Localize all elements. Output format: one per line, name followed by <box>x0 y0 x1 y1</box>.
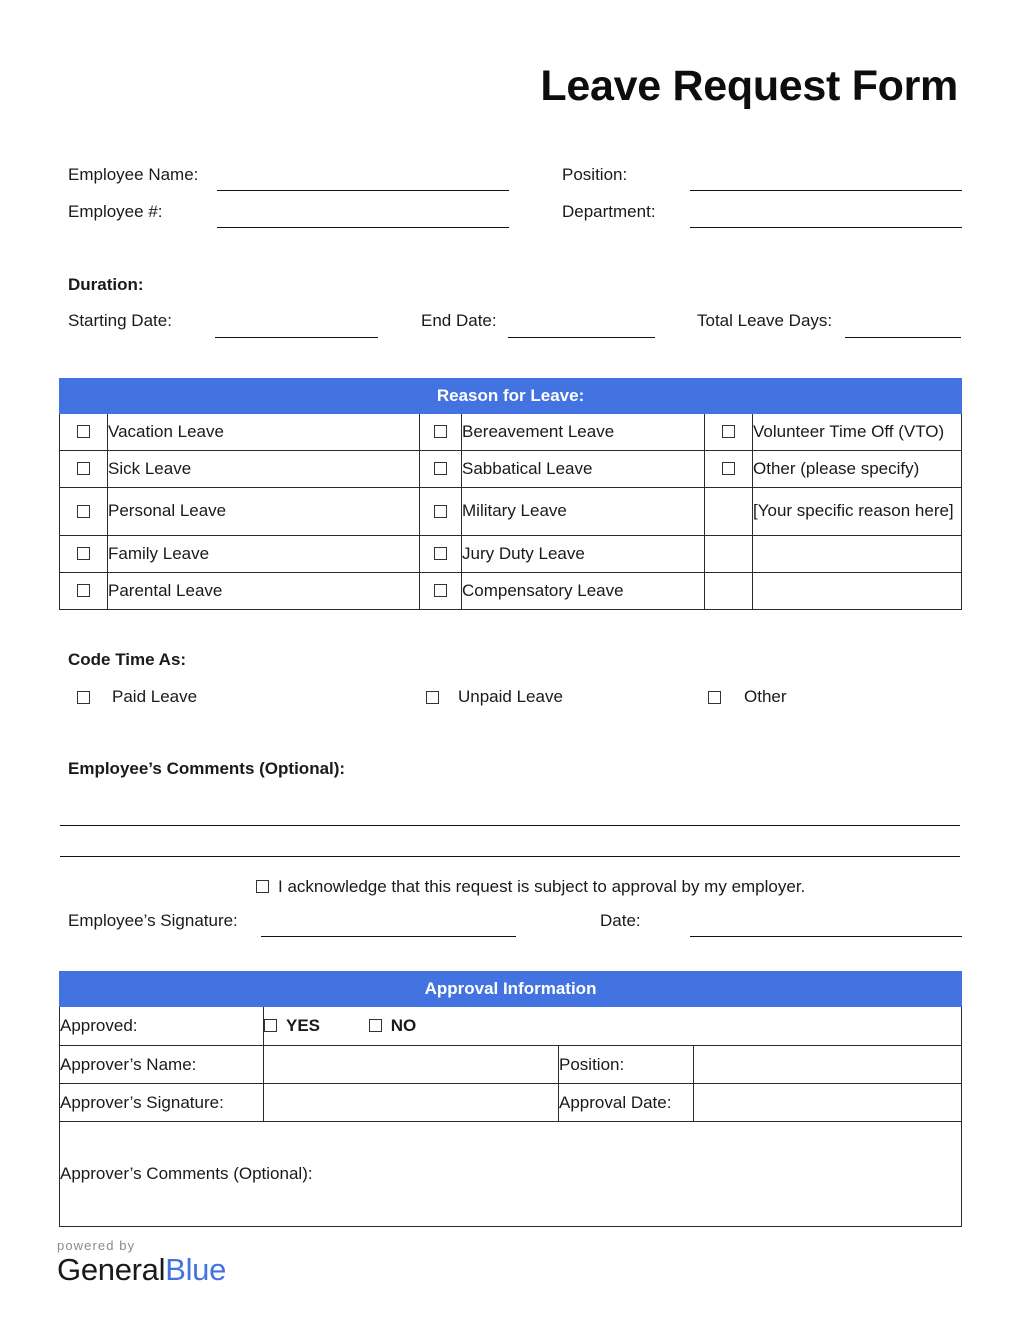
checkbox-code-other[interactable] <box>708 691 721 704</box>
approver-name-label-cell: Approver’s Name: <box>60 1046 264 1084</box>
logo-text-general: General <box>57 1252 166 1287</box>
department-input-rule[interactable] <box>690 227 962 228</box>
duration-heading: Duration: <box>68 275 144 294</box>
approver-comments-label: Approver’s Comments (Optional): <box>60 1164 313 1183</box>
employee-comments-line-2[interactable] <box>60 856 960 857</box>
leave-reason-label: Jury Duty Leave <box>462 536 705 573</box>
approved-yes-label: YES <box>286 1016 321 1035</box>
checkbox-leave-reason[interactable] <box>434 584 447 597</box>
code-time-option-label-0: Paid Leave <box>112 687 198 706</box>
approval-information-header: Approval Information <box>60 972 962 1007</box>
employee-signature-input-rule[interactable] <box>261 936 516 937</box>
checkbox-leave-reason[interactable] <box>434 425 447 438</box>
checkbox-cell <box>705 488 753 536</box>
leave-reason-label: Vacation Leave <box>108 414 420 451</box>
checkbox-leave-reason[interactable] <box>722 462 735 475</box>
approved-label-cell: Approved: <box>60 1007 264 1046</box>
approval-information-table <box>59 971 962 1227</box>
checkbox-cell[interactable] <box>420 573 462 610</box>
checkbox-leave-reason[interactable] <box>722 425 735 438</box>
checkbox-cell[interactable] <box>60 451 108 488</box>
checkbox-leave-reason[interactable] <box>434 462 447 475</box>
approved-no-label: NO <box>390 1016 417 1035</box>
position-input-rule[interactable] <box>690 190 962 191</box>
checkbox-leave-reason[interactable] <box>77 462 90 475</box>
approved-yes-option[interactable] <box>264 1016 320 1036</box>
logo-text-blue: Blue <box>165 1252 227 1287</box>
leave-reason-label: Military Leave <box>462 488 705 536</box>
leave-reason-label: Parental Leave <box>108 573 420 610</box>
acknowledgment-text: I acknowledge that this request is subject to approval by my employer. <box>278 877 806 896</box>
checkbox-leave-reason[interactable] <box>77 584 90 597</box>
end-date-input-rule[interactable] <box>508 337 655 338</box>
starting-date-label: Starting Date: <box>68 311 172 330</box>
leave-reason-label: Bereavement Leave <box>462 414 705 451</box>
employee-name-input-rule[interactable] <box>217 190 509 191</box>
approver-signature-label-cell: Approver’s Signature: <box>60 1084 264 1122</box>
checkbox-cell[interactable] <box>420 536 462 573</box>
code-time-as-heading: Code Time As: <box>68 650 187 669</box>
approver-name-value-cell[interactable] <box>264 1046 559 1084</box>
checkbox-leave-reason[interactable] <box>77 505 90 518</box>
checkbox-cell <box>705 573 753 610</box>
checkbox-cell[interactable] <box>705 414 753 451</box>
checkbox-paid-leave[interactable] <box>77 691 90 704</box>
leave-reason-label: Volunteer Time Off (VTO) <box>753 414 962 451</box>
generalblue-logo <box>57 1254 226 1285</box>
total-leave-days-label: Total Leave Days: <box>697 311 833 330</box>
signature-date-input-rule[interactable] <box>690 936 962 937</box>
employee-number-input-rule[interactable] <box>217 227 509 228</box>
reason-for-leave-table <box>59 378 962 610</box>
approver-comments-cell[interactable] <box>60 1122 962 1227</box>
checkbox-unpaid-leave[interactable] <box>426 691 439 704</box>
employee-comments-line-1[interactable] <box>60 825 960 826</box>
checkbox-leave-reason[interactable] <box>77 547 90 560</box>
leave-reason-label: Sick Leave <box>108 451 420 488</box>
employee-signature-label: Employee’s Signature: <box>68 911 238 930</box>
employee-comments-heading: Employee’s Comments (Optional): <box>68 759 346 778</box>
reason-for-leave-header: Reason for Leave: <box>60 379 962 414</box>
leave-reason-label: Family Leave <box>108 536 420 573</box>
signature-date-label: Date: <box>600 911 641 930</box>
checkbox-approved-yes[interactable] <box>264 1019 277 1032</box>
checkbox-cell[interactable] <box>60 488 108 536</box>
checkbox-cell[interactable] <box>60 573 108 610</box>
approver-signature-value-cell[interactable] <box>264 1084 559 1122</box>
powered-by-label: powered by <box>57 1238 136 1253</box>
position-label: Position: <box>562 165 628 184</box>
table-row <box>60 414 962 451</box>
checkbox-approved-no[interactable] <box>369 1019 382 1032</box>
table-row <box>60 573 962 610</box>
checkbox-leave-reason[interactable] <box>434 547 447 560</box>
checkbox-leave-reason[interactable] <box>77 425 90 438</box>
checkbox-leave-reason[interactable] <box>434 505 447 518</box>
employee-number-label: Employee #: <box>68 202 163 221</box>
reason-for-leave-body <box>60 414 962 610</box>
approval-date-label-cell: Approval Date: <box>559 1084 694 1122</box>
employee-name-label: Employee Name: <box>68 165 199 184</box>
footer-branding <box>57 1238 226 1285</box>
end-date-label: End Date: <box>421 311 497 330</box>
leave-reason-label: Compensatory Leave <box>462 573 705 610</box>
page-title: Leave Request Form <box>540 62 958 110</box>
approver-position-label-cell: Position: <box>559 1046 694 1084</box>
checkbox-cell[interactable] <box>705 451 753 488</box>
total-leave-days-input-rule[interactable] <box>845 337 961 338</box>
checkbox-cell[interactable] <box>420 414 462 451</box>
checkbox-cell[interactable] <box>420 451 462 488</box>
checkbox-cell <box>705 536 753 573</box>
leave-reason-label: Sabbatical Leave <box>462 451 705 488</box>
table-row <box>60 536 962 573</box>
department-label: Department: <box>562 202 656 221</box>
leave-reason-label <box>753 536 962 573</box>
approved-no-option[interactable] <box>369 1016 417 1036</box>
leave-reason-label: Other (please specify) <box>753 451 962 488</box>
approver-position-value-cell[interactable] <box>694 1046 962 1084</box>
table-row <box>60 488 962 536</box>
code-time-option-label-2: Other <box>744 687 787 706</box>
checkbox-acknowledgment[interactable] <box>256 880 269 893</box>
leave-reason-label: Personal Leave <box>108 488 420 536</box>
approval-date-value-cell[interactable] <box>694 1084 962 1122</box>
leave-reason-label: [Your specific reason here] <box>753 488 962 536</box>
approved-options-cell <box>264 1007 962 1046</box>
code-time-option-label-1: Unpaid Leave <box>458 687 563 706</box>
checkbox-cell[interactable] <box>60 536 108 573</box>
table-row <box>60 451 962 488</box>
leave-reason-label <box>753 573 962 610</box>
checkbox-cell[interactable] <box>420 488 462 536</box>
starting-date-input-rule[interactable] <box>215 337 378 338</box>
checkbox-cell[interactable] <box>60 414 108 451</box>
